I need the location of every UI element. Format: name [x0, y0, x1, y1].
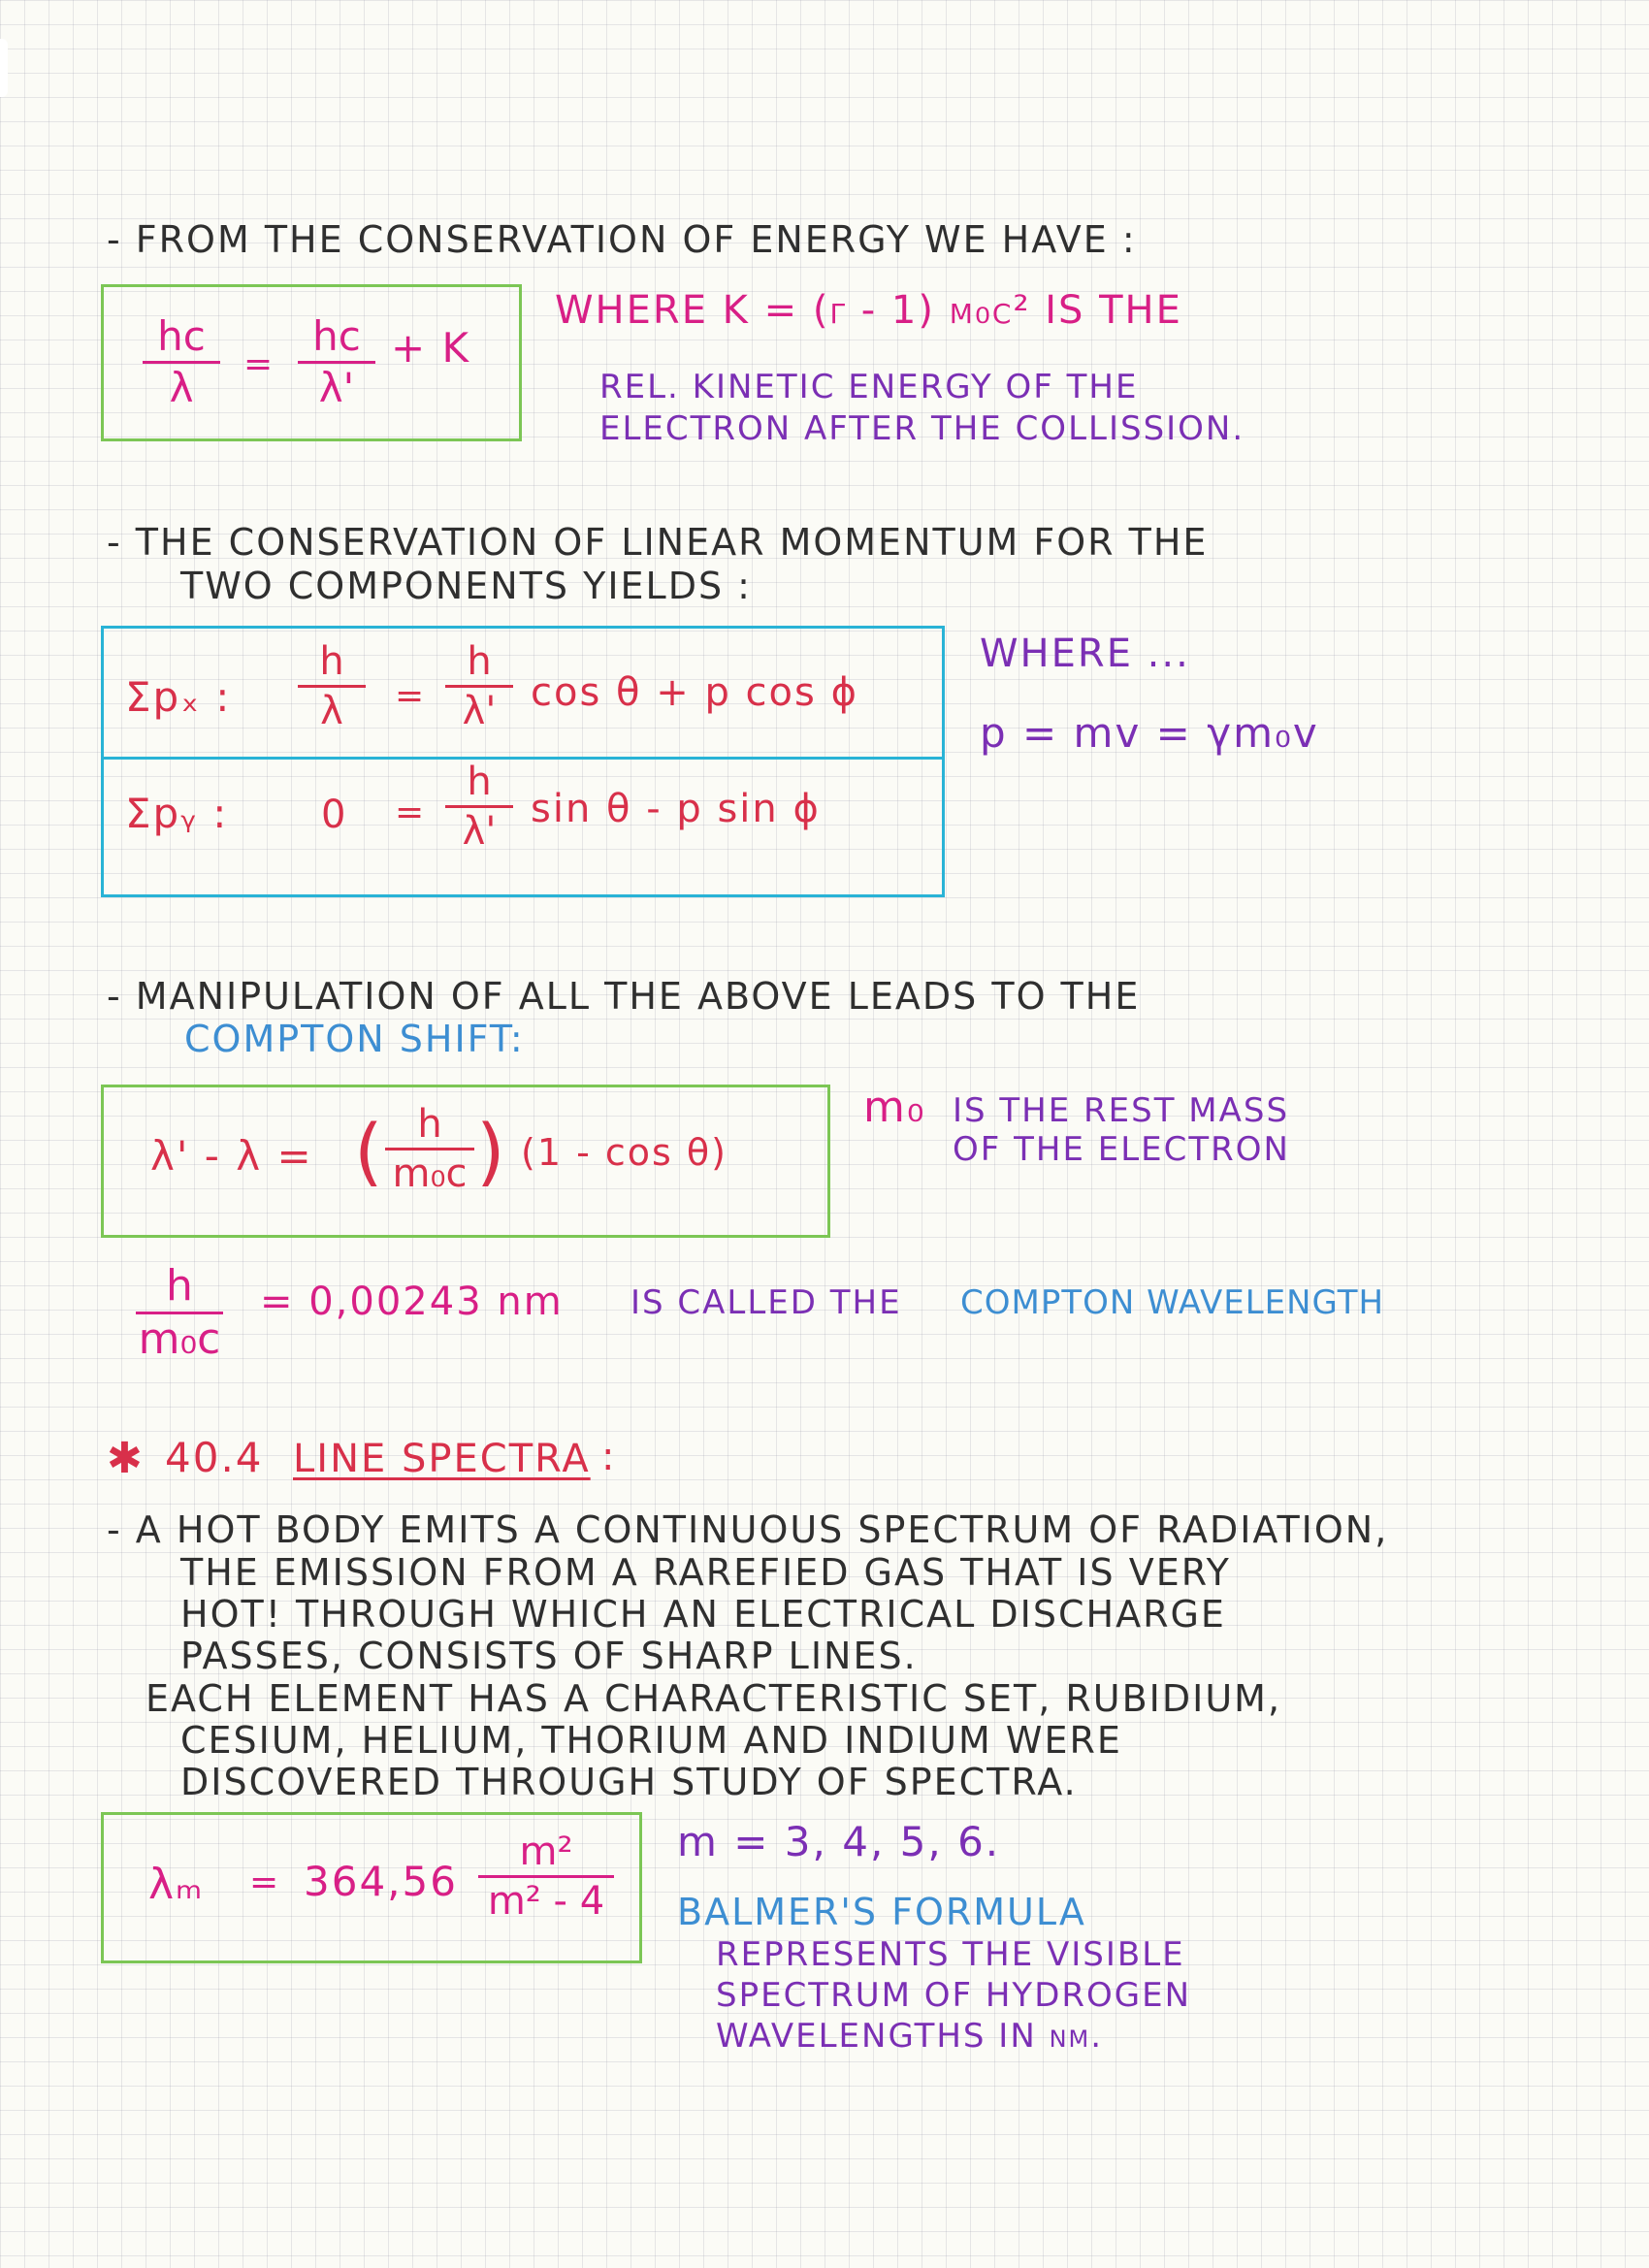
balmer-lhs: λₘ: [148, 1860, 205, 1909]
energy-lhs-fraction: hc λ: [143, 316, 220, 408]
energy-note-line3: ELECTRON AFTER THE COLLISSION.: [599, 409, 1245, 448]
balmer-name: BALMER'S FORMULA: [677, 1891, 1086, 1933]
balmer-desc-line1: REPRESENTS THE VISIBLE: [716, 1935, 1185, 1974]
momentum-px-fraction1: h λ: [298, 642, 366, 730]
compton-wavelength-fraction: h m₀c: [136, 1265, 223, 1361]
spectra-number: 40.4: [165, 1434, 264, 1481]
spectra-line-2: THE EMISSION FROM A RAREFIED GAS THAT IS VERY: [180, 1551, 1231, 1594]
momentum-intro-line2: TWO COMPONENTS YIELDS :: [180, 565, 752, 607]
energy-equation-box: [101, 284, 522, 441]
compton-eq-open-paren: (: [354, 1108, 383, 1194]
momentum-px-label: Σpₓ :: [125, 673, 232, 721]
balmer-fraction: m² m² - 4: [478, 1832, 614, 1921]
spectra-star: ✱: [107, 1434, 145, 1483]
spectra-title: LINE SPECTRA: [293, 1437, 591, 1481]
compton-rest-line2: OF THE ELECTRON: [953, 1130, 1290, 1169]
energy-note-line2: REL. KINETIC ENERGY OF THE: [599, 368, 1139, 406]
momentum-py-rest: sin θ - p sin ϕ: [531, 787, 821, 831]
momentum-px-fraction2: h λ': [445, 642, 513, 730]
compton-eq-left: λ' - λ =: [150, 1132, 313, 1180]
compton-intro-line2: COMPTON SHIFT:: [184, 1018, 525, 1060]
binder-hole: [0, 39, 8, 97]
momentum-intro-line1: - THE CONSERVATION OF LINEAR MOMENTUM FOR THE: [107, 521, 1209, 564]
balmer-desc-line2: SPECTRUM OF HYDROGEN: [716, 1976, 1192, 2015]
spectra-line-4: PASSES, CONSISTS OF SHARP LINES.: [180, 1635, 918, 1677]
spectra-line-1: - A HOT BODY EMITS A CONTINUOUS SPECTRUM OF RADIATION,: [107, 1508, 1389, 1551]
balmer-m-values: m = 3, 4, 5, 6.: [677, 1818, 1001, 1865]
energy-plus-k: + K: [391, 324, 471, 372]
momentum-py-equals: =: [395, 793, 427, 832]
momentum-px-equals: =: [395, 676, 427, 716]
compton-eq-right: (1 - cos θ): [521, 1131, 728, 1174]
balmer-equation-box: [101, 1812, 642, 1963]
momentum-equation-box: [101, 626, 945, 897]
compton-rest-symbol: m₀: [863, 1083, 926, 1132]
spectra-line-6: CESIUM, HELIUM, THORIUM AND INDIUM WERE: [180, 1719, 1122, 1762]
momentum-box-divider: [104, 757, 942, 760]
momentum-py-label: Σpᵧ :: [125, 790, 229, 837]
compton-rest-line1: IS THE REST MASS: [953, 1091, 1290, 1130]
balmer-desc-line3: WAVELENGTHS IN nm.: [716, 2017, 1104, 2056]
momentum-py-fraction: h λ': [445, 762, 513, 851]
momentum-px-rest: cos θ + p cos ϕ: [531, 670, 858, 715]
energy-note-line1: WHERE K = (γ - 1) m₀c² IS THE: [555, 288, 1182, 333]
energy-intro: - FROM THE CONSERVATION OF ENERGY WE HAVE :: [107, 218, 1137, 261]
momentum-py-zero: 0: [321, 793, 348, 837]
compton-eq-close-paren: ): [476, 1108, 505, 1194]
compton-wavelength-text: IS CALLED THE: [630, 1283, 902, 1322]
spectra-colon: :: [601, 1435, 617, 1479]
spectra-line-3: HOT! THROUGH WHICH AN ELECTRICAL DISCHARGE: [180, 1593, 1226, 1636]
energy-rhs-fraction: hc λ': [298, 316, 375, 408]
compton-wavelength-name: COMPTON WAVELENGTH: [960, 1283, 1385, 1322]
compton-eq-fraction: h m₀c: [385, 1105, 474, 1193]
balmer-equals: =: [249, 1863, 281, 1902]
spectra-line-7: DISCOVERED THROUGH STUDY OF SPECTRA.: [180, 1761, 1078, 1803]
balmer-constant: 364,56: [304, 1858, 458, 1905]
spectra-line-5: EACH ELEMENT HAS A CHARACTERISTIC SET, RUBIDIUM,: [146, 1677, 1282, 1720]
momentum-p-definition: p = mv = γm₀v: [980, 709, 1319, 757]
energy-equals: =: [243, 344, 275, 384]
momentum-where: WHERE ...: [980, 632, 1190, 676]
compton-intro-line1: - MANIPULATION OF ALL THE ABOVE LEADS TO THE: [107, 975, 1141, 1018]
compton-wavelength-value: = 0,00243 nm: [260, 1280, 564, 1324]
compton-equation-box: [101, 1085, 830, 1238]
